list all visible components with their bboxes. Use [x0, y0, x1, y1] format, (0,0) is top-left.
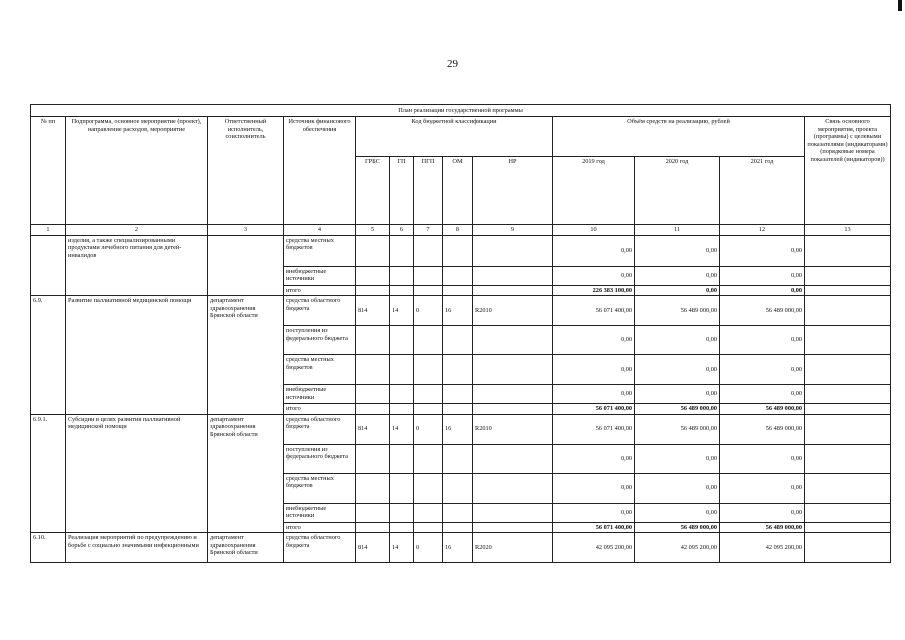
row-num: 6.9. — [31, 296, 66, 415]
colnum: 9 — [473, 225, 553, 236]
colnum: 2 — [66, 225, 208, 236]
table-row — [31, 533, 891, 563]
value-2021: 56 489 000,00 — [720, 522, 805, 533]
row-text: Реализация мероприятий по предупреждению и борьбе с социально значимыми инфекционными — [66, 533, 208, 563]
header-executor: Ответственный исполнитель, соисполнитель — [208, 117, 284, 225]
value-2019: 0,00 — [553, 385, 635, 404]
row-num: 6.10. — [31, 533, 66, 563]
row-text: Субсидии в целях развития паллиативной медицинской помощи — [66, 414, 208, 533]
header-num: № пп — [31, 117, 66, 225]
row-text: Развитие паллиативной медицинской помощи — [66, 296, 208, 415]
value-2021: 56 489 000,00 — [720, 404, 805, 415]
value-2019: 56 071 400,00 — [553, 404, 635, 415]
value-2021: 0,00 — [720, 473, 805, 503]
header-nr: НР — [473, 157, 553, 225]
code-om: 16 — [443, 533, 473, 563]
colnum: 11 — [635, 225, 720, 236]
value-2020: 0,00 — [635, 355, 720, 385]
table-row — [31, 296, 891, 326]
header-grbs: ГРБС — [356, 157, 390, 225]
colnum: 5 — [356, 225, 390, 236]
header-volume: Объём средств на реализацию, рублей — [553, 117, 805, 157]
source-total: итого — [284, 522, 356, 533]
colnum: 1 — [31, 225, 66, 236]
value-2019: 0,00 — [553, 444, 635, 473]
value-2019: 56 071 400,00 — [553, 296, 635, 326]
header-om: ОМ — [443, 157, 473, 225]
source-local: средства местных бюджетов — [284, 235, 356, 266]
row-executor: департамент здравоохранения Брянской области — [208, 533, 284, 563]
code-pgp: 0 — [414, 533, 443, 563]
code-pgp: 0 — [414, 414, 443, 444]
value-2020: 56 489 000,00 — [635, 522, 720, 533]
header-link: Связь основного мероприятия, проекта (программы) с целевыми показателями (индикаторами) (порядковые номера показателей (индикаторов)) — [805, 117, 891, 225]
value-2021: 0,00 — [720, 285, 805, 296]
value-2021: 0,00 — [720, 444, 805, 473]
value-2020: 0,00 — [635, 385, 720, 404]
table-title: План реализации государственной программы — [31, 105, 891, 117]
colnum: 3 — [208, 225, 284, 236]
cont-text: изделия, а также специализированными продуктами лечебного питания для детей-инвалидов — [66, 235, 208, 296]
value-2020: 0,00 — [635, 503, 720, 522]
colnum: 6 — [390, 225, 414, 236]
code-grbs: 814 — [356, 533, 390, 563]
value-2020: 0,00 — [635, 266, 720, 285]
table-title-row — [31, 105, 891, 117]
code-pgp: 0 — [414, 296, 443, 326]
code-gp: 14 — [390, 414, 414, 444]
colnum: 12 — [720, 225, 805, 236]
code-nr: R2010 — [473, 414, 553, 444]
value-2020: 0,00 — [635, 326, 720, 355]
value-2019: 0,00 — [553, 503, 635, 522]
code-nr: R2020 — [473, 533, 553, 563]
value-2020: 56 489 000,00 — [635, 296, 720, 326]
value-2021: 42 095 200,00 — [720, 533, 805, 563]
value-2020: 0,00 — [635, 473, 720, 503]
value-2020: 0,00 — [635, 235, 720, 266]
colnum: 7 — [414, 225, 443, 236]
row-executor: департамент здравоохранения Брянской области — [208, 414, 284, 533]
source-total: итого — [284, 404, 356, 415]
value-2021: 0,00 — [720, 326, 805, 355]
column-numbers-row — [31, 225, 891, 236]
source-extra: внебюджетные источники — [284, 503, 356, 522]
row-num: 6.9.1. — [31, 414, 66, 533]
value-2021: 0,00 — [720, 385, 805, 404]
value-2019: 42 095 200,00 — [553, 533, 635, 563]
source-total: итого — [284, 285, 356, 296]
header-row — [31, 117, 891, 157]
value-2021: 0,00 — [720, 235, 805, 266]
header-2021: 2021 год — [720, 157, 805, 225]
source-federal: поступления из федерального бюджета — [284, 326, 356, 355]
header-2020: 2020 год — [635, 157, 720, 225]
value-2021: 0,00 — [720, 503, 805, 522]
header-budget-code: Код бюджетной классификации — [356, 117, 553, 157]
code-gp: 14 — [390, 533, 414, 563]
value-2020: 0,00 — [635, 444, 720, 473]
state-program-plan-table — [30, 104, 891, 563]
colnum: 8 — [443, 225, 473, 236]
value-2019: 56 071 400,00 — [553, 522, 635, 533]
value-2019: 0,00 — [553, 355, 635, 385]
value-2021: 56 489 000,00 — [720, 296, 805, 326]
value-2020: 56 489 000,00 — [635, 404, 720, 415]
source-regional: средства областного бюджета — [284, 414, 356, 444]
code-om: 16 — [443, 414, 473, 444]
source-local: средства местных бюджетов — [284, 473, 356, 503]
source-extra: внебюджетные источники — [284, 266, 356, 285]
header-subprogram: Подпрограмма, основное мероприятие (проект), направление расходов, мероприятие — [66, 117, 208, 225]
value-2020: 0,00 — [635, 285, 720, 296]
source-regional: средства областного бюджета — [284, 296, 356, 326]
row-executor: департамент здравоохранения Брянской области — [208, 296, 284, 415]
value-2020: 56 489 000,00 — [635, 414, 720, 444]
value-2021: 56 489 000,00 — [720, 414, 805, 444]
value-2020: 42 095 200,00 — [635, 533, 720, 563]
header-pgp: ПГП — [414, 157, 443, 225]
value-2019: 56 071 400,00 — [553, 414, 635, 444]
header-source: Источник финансового обеспечения — [284, 117, 356, 225]
table-row — [31, 235, 891, 266]
colnum: 13 — [805, 225, 891, 236]
value-2019: 0,00 — [553, 266, 635, 285]
value-2021: 0,00 — [720, 355, 805, 385]
value-2019: 226 383 100,00 — [553, 285, 635, 296]
scan-edge-mark — [898, 0, 902, 11]
table-row — [31, 414, 891, 444]
colnum: 10 — [553, 225, 635, 236]
colnum: 4 — [284, 225, 356, 236]
source-extra: внебюджетные источники — [284, 385, 356, 404]
value-2021: 0,00 — [720, 266, 805, 285]
source-local: средства местных бюджетов — [284, 355, 356, 385]
page-number: 29 — [447, 58, 458, 70]
value-2019: 0,00 — [553, 235, 635, 266]
value-2019: 0,00 — [553, 473, 635, 503]
cont-executor-cell — [208, 235, 284, 296]
source-federal: поступления из федерального бюджета — [284, 444, 356, 473]
code-grbs: 814 — [356, 296, 390, 326]
code-om: 16 — [443, 296, 473, 326]
value-2019: 0,00 — [553, 326, 635, 355]
header-gp: ГП — [390, 157, 414, 225]
cont-num-cell — [31, 235, 66, 296]
header-2019: 2019 год — [553, 157, 635, 225]
code-nr: R2010 — [473, 296, 553, 326]
source-regional: средства областного бюджета — [284, 533, 356, 563]
code-gp: 14 — [390, 296, 414, 326]
code-grbs: 814 — [356, 414, 390, 444]
